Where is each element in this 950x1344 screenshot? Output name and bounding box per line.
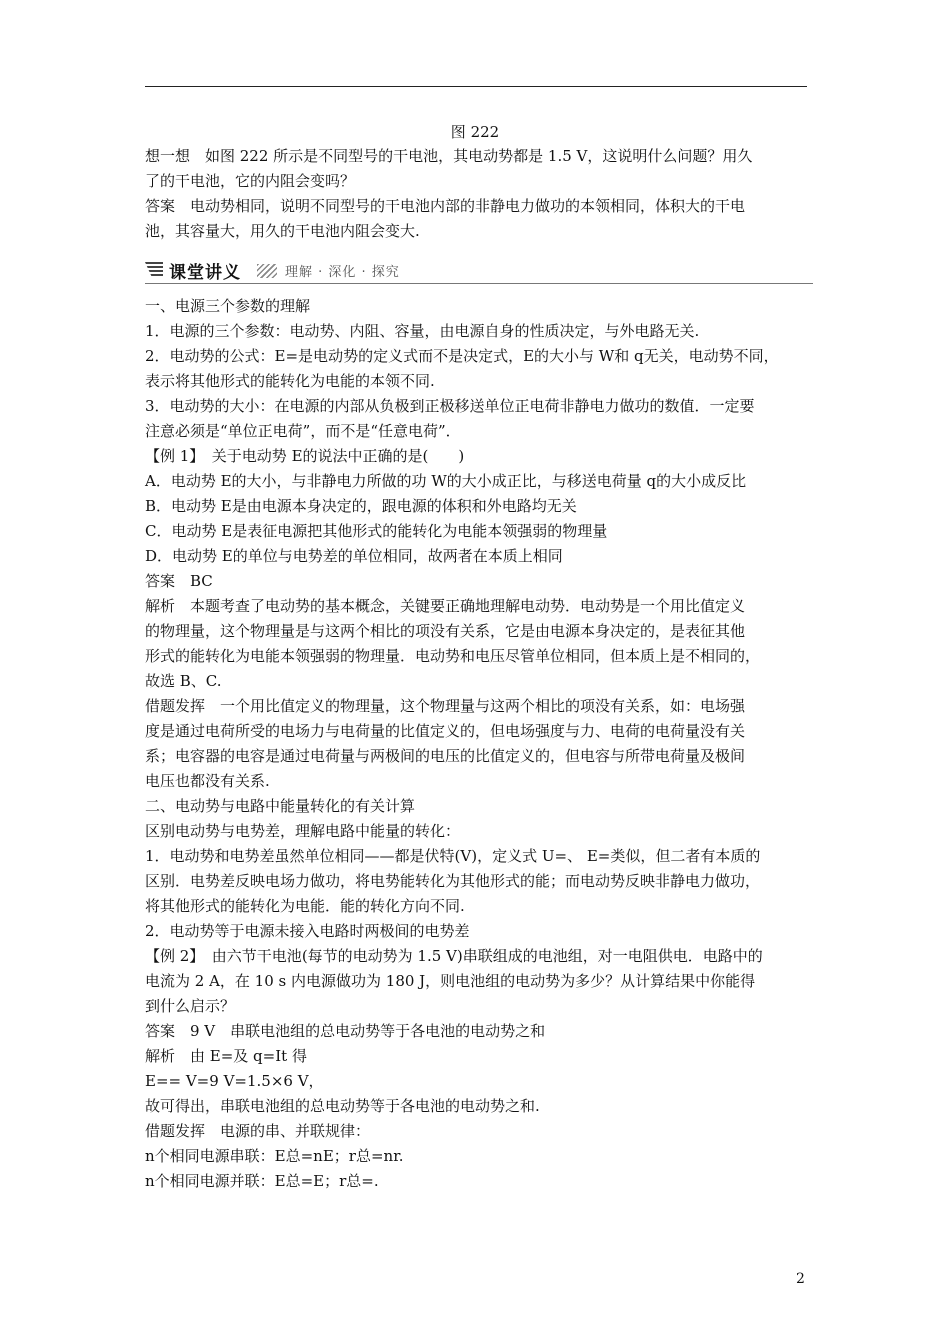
heading-two: 二、电动势与电路中能量转化的有关计算 (145, 797, 416, 815)
intro-block (145, 144, 813, 244)
analysis-line: 形式的能转化为电能本领强弱的物理量．电动势和电压尽管单位相同，但本质上是不相同的， (145, 647, 761, 665)
section-title: 课堂讲义 (169, 263, 241, 283)
body-line: 2．电动势的公式：E=是电动势的定义式而不是决定式，E的大小与 W和 q无关，电动势不同， (145, 347, 779, 365)
body-block (145, 294, 813, 1194)
example-two-question: 【例 2】 由六节干电池(每节的电动势为 1.5 V)串联组成的电池组，对一电阻供电．电路中的 (145, 947, 763, 965)
example-one-question: 【例 1】 关于电动势 E的说法中正确的是( ) (145, 447, 465, 465)
analysis-line: 的物理量，这个物理量是与这两个相比的项没有关系，它是由电源本身决定的，是表征其他 (145, 622, 746, 640)
extension-line: 借题发挥 一个用比值定义的物理量，这个物理量与这两个相比的项没有关系，如：电场强 (145, 697, 746, 715)
body-line: 注意必须是“单位正电荷”，而不是“任意电荷”． (145, 422, 461, 440)
analysis-line: 解析 本题考查了电动势的基本概念，关键要正确地理解电动势．电动势是一个用比值定义 (145, 597, 746, 615)
extension-line: 系；电容器的电容是通过电荷量与两极间的电压的比值定义的，但电容与所带电荷量及极间 (145, 747, 746, 765)
formula-line: E== V=9 V=1.5×6 V， (145, 1072, 324, 1090)
section-underline (145, 283, 813, 284)
analysis-line: 故可得出，串联电池组的总电动势等于各电池的电动势之和. (145, 1097, 540, 1115)
intro-line: 答案 电动势相同，说明不同型号的干电池内部的非静电力做功的本领相同，体积大的干电 (145, 197, 746, 215)
example-two-question: 到什么启示？ (145, 997, 236, 1015)
heading-one: 一、电源三个参数的理解 (145, 297, 311, 315)
answer-two: 答案 9 V 串联电池组的总电动势等于各电池的电动势之和 (145, 1022, 546, 1040)
analysis-line: 解析 由 E=及 q=It 得 (145, 1047, 307, 1065)
intro-line: 池，其容量大，用久的干电池内阻会变大. (145, 222, 420, 240)
intro-line: 了的干电池，它的内阻会变吗？ (145, 172, 356, 190)
body-line: 区别电动势与电势差，理解电路中能量的转化： (145, 822, 461, 840)
figure-caption: 图 222 (450, 123, 500, 141)
parallel-rule: n个相同电源并联：E总=E；r总=. (145, 1172, 379, 1190)
body-line: 3．电动势的大小：在电源的内部从负极到正极移送单位正电荷非静电力做功的数值．一定要 (145, 397, 755, 415)
body-line: 表示将其他形式的能转化为电能的本领不同. (145, 372, 435, 390)
option-a: A．电动势 E的大小，与非静电力所做的功 W的大小成正比，与移送电荷量 q的大小成反比 (145, 472, 747, 490)
extension-line: 借题发挥 电源的串、并联规律： (145, 1122, 371, 1140)
extension-line: 度是通过电荷所受的电场力与电荷量的比值定义的，但电场强度与力、电荷的电荷量没有关 (145, 722, 746, 740)
section-header (145, 258, 813, 284)
example-two-question: 电流为 2 A，在 10 s 内电源做功为 180 J，则电池组的电动势为多少？从计算结果中你能得 (145, 972, 756, 990)
body-line: 区别．电势差反映电场力做功，将电势能转化为其他形式的能；而电动势反映非静电力做功， (145, 872, 761, 890)
option-b: B．电动势 E是由电源本身决定的，跟电源的体积和外电路均无关 (145, 497, 577, 515)
analysis-line: 故选 B、C. (145, 672, 222, 690)
header-rule (145, 86, 807, 87)
answer-one: 答案 BC (145, 572, 213, 590)
section-hatch-icon (257, 264, 277, 278)
series-rule: n个相同电源串联：E总=nE；r总=nr. (145, 1147, 404, 1165)
body-line: 将其他形式的能转化为电能．能的转化方向不同. (145, 897, 465, 915)
body-line: 2．电动势等于电源未接入电路时两极间的电势差 (145, 922, 470, 940)
page-number: 2 (796, 1271, 805, 1287)
option-c: C．电动势 E是表征电源把其他形式的能转化为电能本领强弱的物理量 (145, 522, 608, 540)
intro-line: 想一想 如图 222 所示是不同型号的干电池，其电动势都是 1.5 V，这说明什么问题？用久 (145, 147, 753, 165)
body-line: 1．电源的三个参数：电动势、内阻、容量，由电源自身的性质决定，与外电路无关. (145, 322, 700, 340)
option-d: D．电动势 E的单位与电势差的单位相同，故两者在本质上相同 (145, 547, 563, 565)
body-line: 1．电动势和电势差虽然单位相同——都是伏特(V)，定义式 U=、 E=类似，但二者有本质的 (145, 847, 761, 865)
extension-line: 电压也都没有关系. (145, 772, 270, 790)
section-stripes-icon (145, 262, 163, 278)
section-subtitle: 理解 · 深化 · 探究 (285, 265, 400, 280)
